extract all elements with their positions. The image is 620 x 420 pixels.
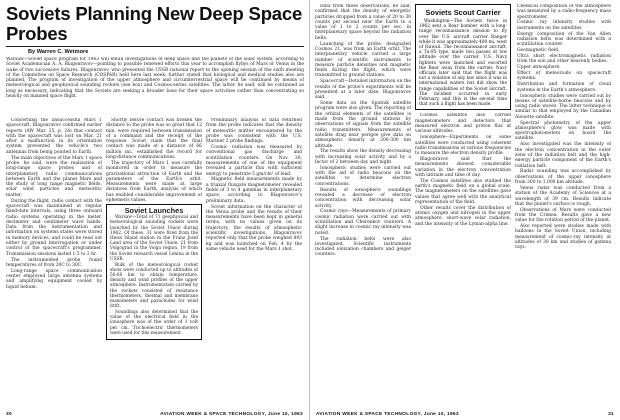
body-paragraph: Spectral photometry of the upper atmosphere's glow was made with spectrophotometers on board the satellite. [515, 120, 611, 142]
body-paragraph: Venus radar was conducted from a station of the Academy of Sciences at a wavelength of 39 cm. Results indicate that the planet's surface is rough. [515, 185, 611, 207]
body-paragraph: Data from these observations, he said, confirmed that the density of energetic particles dropped from a value of 20 to 30 counts per second near the Earth to a value of 1 to 2 counts per sec. in interplanetary space beyond the radiation belts. [315, 4, 411, 41]
box-body [110, 215, 198, 336]
publication-line: AVIATION WEEK & SPACE TECHNOLOGY, June 10, 1963 [316, 412, 459, 417]
body-paragraph: Magnetic field measurements made by a triaxial fluxgate magnetometer revealed fields of 3 to 4 gammas in interplanetary space, according to Blagonravov's preliminary data. [206, 177, 302, 204]
page-number: 30 [6, 412, 12, 417]
page-number: 31 [608, 412, 614, 417]
body-paragraph: The Cosmos satellites also studied the earth's magnetic field on a global scale. The magnetometers on the satellites gave values that agree well with the analytical representation of the field. [415, 178, 511, 205]
body-paragraph: The trajectory of Mars 1 was carefully monitored in order to measure the gravitational attraction of Earth and the parameters of the Earth's orbit. Measurements were made at large distances from Earth, analysis of which has enabled considerable improvement of ephemeris values. [106, 160, 202, 204]
body-paragraph: Observations of Mars were conducted from the Crimea. Results gave a new value for the rotation period of the planet. [515, 207, 611, 224]
body-paragraph: Some data on the Sputnik satellite program were also given. The reporting of the orbital elements of the satellites is made from the ground stations by observations of signals from the satellite radio transmitters. Measurements of satellite drag near perigee give data on atmospheric density at 200-300 km altitude. [315, 101, 411, 149]
list-item: Cosmic ray intensity studies with instruments on the satellites. [517, 20, 611, 31]
intro-paragraph: Warsaw—Soviet space program for 1963 will entail investigations of deep space and the planets of the solar system, according to Soviet Academician A. A. Blagonravov—pointing to possible renewed efforts this year to accomplish flybys of Mars or Venus in the wake of two successive failures. Blagonravov, who presented the USSR national report to the opening session of the sixth meeting of the Committee on Space Research (COSPAR) held here last week, further stated that biological and medical studies also are planned. The program of investigation of the upper atmosphere and circumterrestrial space will be continued by means of meteorological and geophysical sounding rockets (see box) and Cosmos-series satellites. The latter, he said, will be continued as long as necessary, indicating that the Soviets are seeking a broader base for their space activities rather than concentrating so heavily on manned space flight. [6, 57, 304, 100]
list-item: Chemical composition of the atmosphere was measured by a radio-frequency mass spectrometer. [517, 4, 611, 20]
body-paragraph: Results of ionospheric soundings revealed a decrease of electron concentration with decreasing solar activity. [315, 187, 411, 209]
body-paragraph: Preliminary analysis of data returned from the probe indicates that the density of meteoritic matter encountered by the probe was consistent with the U.S. Mariner 2 probe findings. [206, 118, 302, 145]
body-paragraph: Ionospheric studies were carried out with the aid of radio beacons on the satellites to determine electron concentrations. [315, 165, 411, 187]
left-page-footer [6, 412, 303, 417]
list-item: Ultra short electromagnetic radiation from the sun and other heavenly bodies. [517, 54, 611, 65]
body-paragraph: Ionosphere—Experiments on some satellites were conducted using coherent radio transmissions at various frequencies to measure the electron density profile. [415, 135, 511, 157]
right-page [310, 0, 620, 420]
body-paragraph: Cosmic rays—Measurements of primary cosmic radiation were carried out with scintillation and Cherenkov counters. A slight increase in cosmic ray intensity was noted. [315, 209, 411, 236]
article-headline: Soviets Planning New Deep Space Probes [6, 4, 304, 47]
right-column-1 [315, 4, 411, 409]
body-paragraph: Launching of the probe, designated Cosmos 21, was from an Earth orbit. The interplanetary vehicle carried a large number of scientific instruments to measure particle densities and magnetic fields during the flight, which were transmitted to ground stations. [315, 41, 411, 79]
article-byline: By Warren C. Wetmore [28, 49, 89, 55]
soviets-scout-carrier-box [415, 4, 511, 110]
body-paragraph: Long-range space communication center employed large antenna systems and amplifying equipment cooled by liquid helium. [6, 268, 102, 290]
body-paragraph: Radar sounding was accomplished by observations of the upper ionosphere from 300 to 1,000 km altitude. [515, 169, 611, 186]
body-paragraph: During the flight, radio contact with the spacecraft was maintained at regular fixed-date intervals, using three onboard radio systems operating in the meter, decimeter and centimeter wave bands. Data from the instrumentation and information on systems states were stored in memory devices, and could be read out either by ground interrogation or under control of the spacecraft's programmer. Transmission sessions lasted 1.5 to 2 hr. [6, 198, 102, 257]
right-column-2 [415, 4, 511, 409]
body-paragraph: The main objectives of the Mars 1 space probe, he said, were the realization of long-range space probes and of interplanetary radio communications between Earth and the planet Mars and the study of long range magnetic fields, solar wind particles and meteoritic matter. [6, 155, 102, 198]
box-body [419, 19, 507, 107]
box-paragraph: Bulk of the meteorological rocket shots were conducted up to altitudes of 50-60 km to obtain temperature, density and wind profiles of the upper atmosphere. Instrumentation carried by the rockets consisted of resistance thermometers, thermal and membrane manometers and parachutes for wind drift. [110, 262, 198, 310]
body-paragraph: Also reported were studies made with balloons in the Soviet Union, including measurement of cosmic-ray intensity at altitudes of 30 km and studies of gamma rays. [515, 224, 611, 251]
left-page-columns [6, 118, 304, 420]
list-item: Geomagnetic field. [517, 48, 560, 54]
right-page-columns [315, 4, 614, 409]
publication-line: AVIATION WEEK & SPACE TECHNOLOGY, June 10, 1963 [160, 412, 303, 417]
body-paragraph: Soviet information on the character of the Venus probe and the results of their measurements have been kept in general terms, with no values given on its trajectory, the results of atmospheric scientific investigations. Blagonravov reported only that the probe weighed 893 kg and was launched on Feb. 4 by the same vehicle used for the Mars 1 shot. [206, 204, 302, 252]
article-intro [6, 57, 304, 116]
list-item: Distribution and formation of cloud systems in the Earth's atmosphere. [517, 82, 611, 93]
body-paragraph: Cosmic radiation was measured by conventional gas discharge and scintillation counters. On Nov. 30, measurements of one of the equipment revealed a particle flux with sufficient energy to penetrate 5 gm/cm² of lead. [206, 145, 302, 177]
box-paragraph: Washington—The Soviets twice in 1962 sent a Bear bomber with a long-range reconnaissance mission to fly over the U.S. aircraft carrier Ranger while it was approximately 400 mi. west of Hawaii. The reconnaissance aircraft, a Tu-95 type, made two passes at low altitude over the carrier. U.S. Navy fighters were launched and escorted the Bear away from the carrier. Navy officials later said that the flight was not a violation of any law since it was in international waters but did show the range capabilities of the Soviet aircraft. The incident occurred in early February, and this is the second time that such a flight has been made. [419, 19, 507, 108]
right-column-3 [515, 4, 611, 409]
body-paragraph: Spacecraft—Detailed information on the results of the probe's experiments will be presented at a later date, Blagonravov said. [315, 79, 411, 101]
body-paragraph: The instrumented probe found temperatures of from 20C to 30C. [6, 257, 102, 268]
list-item: Energy composition of the Van Allen radiation belts was determined with a scintillation counter. [517, 31, 611, 48]
right-page-footer [316, 412, 614, 417]
body-paragraph: The radiation belts were also investigated. Scientific instruments included ionization chambers and geiger counters. [315, 236, 411, 258]
left-column-3 [206, 118, 302, 420]
body-paragraph: Cosmos satellites also carried magnetometers and detectors that measured electron and proton flux at various altitudes. [415, 113, 511, 135]
left-column-2 [106, 118, 202, 420]
body-paragraph: Also investigated was the intensity of the electron concentration in the outer zone of the radiation belt and the high-energy particle component of the Earth's radiation belt. [515, 142, 611, 169]
box-title: Soviet Launches [124, 205, 184, 215]
list-item: Effect of meteoroids on spacecraft systems. [517, 71, 611, 82]
box-paragraph: Warsaw—Total of 71 geophysical and meteorological sounding rockets were launched by the Soviet Union during 1962. Of these, 31 were fired from the Heiss Island station in the Franz Josef Land area of the Soviet Union. 21 from Volgograd in the Volga region, 19 from the Soviet research vessel Lenina in the USSR. [110, 215, 198, 262]
body-paragraph: Concerning the unsuccessful Mars 1 spacecraft, Blagonravov confirmed earlier reports (AW Mar. 25, p. 24) that contact with the spacecraft was lost on Mar. 21 after a malfunction in its orientation system prevented the vehicle's two antennas from being pointed to Earth. [6, 118, 102, 155]
body-paragraph: The results show the density decreasing with increasing solar activity and by a factor of 2 between day and night. [315, 149, 411, 165]
box-paragraph: Soundings also determined that the value of the electrical field in the ionosphere was of the order of 1 volt per cm. Trichoelectric thermometers were used for this measurement. [110, 310, 198, 336]
left-column-1 [6, 118, 102, 420]
soviet-launches-box [106, 204, 202, 340]
body-paragraph: Ionospheric studies were carried out by means of satellite-borne beacons and by using radio waves. The latter technique is similar to that employed by the Canadian Alouette satellite. [515, 93, 611, 120]
column-2-body [415, 113, 511, 409]
list-item: Upper atmosphere. [517, 65, 561, 71]
body-paragraph: Blagonravov said that the measurements showed considerable variation in the electron concentration with latitude and time of day. [415, 157, 511, 178]
body-paragraph: Other results cover the distribution of atomic oxygen and nitrogen in the upper atmosphere, short-wave solar radiation, and the intensity of the Lyman-alpha line. [415, 205, 511, 227]
body-paragraph: Shortly before contact was broken the distance to the probe was so great that 12 min. were required between transmission of a command and the receipt of the response. Soviet claim that the final contact was made at a distance of 66 million mi., established the record for long-distance communications. [106, 118, 202, 161]
box-title: Soviets Scout Carrier [425, 8, 501, 17]
